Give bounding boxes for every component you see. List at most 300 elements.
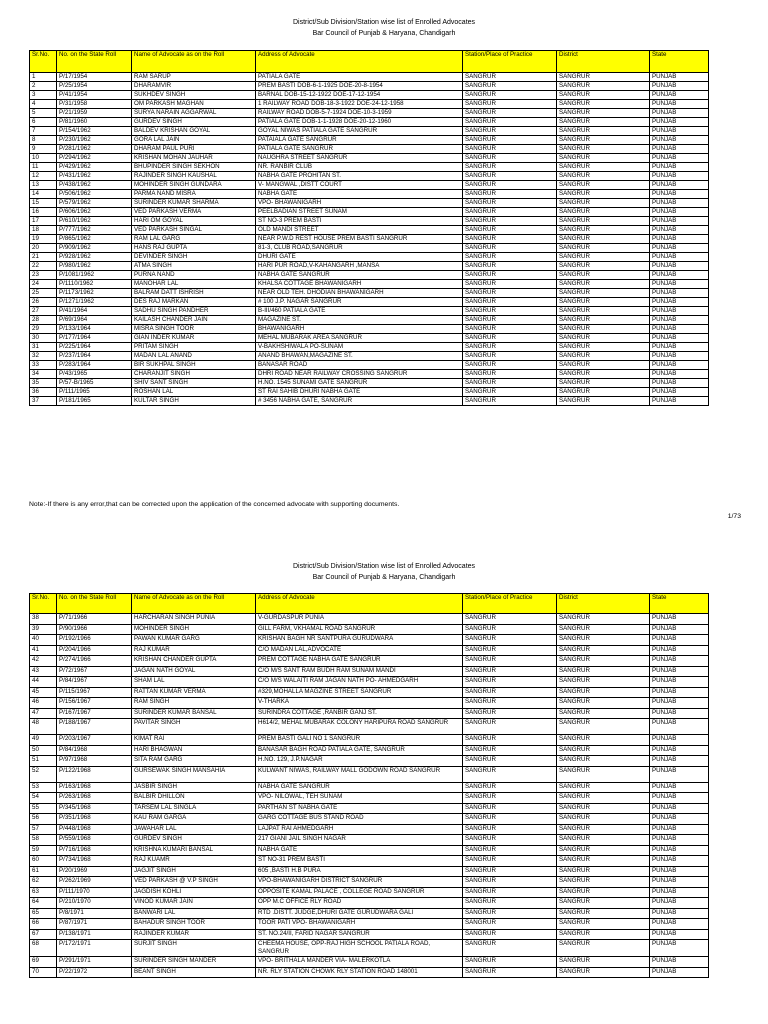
sr-no-cell: 29: [30, 325, 57, 334]
station-cell: SANGRUR: [463, 782, 557, 793]
state-cell: PUNJAB: [650, 845, 709, 856]
state-cell: PUNJAB: [650, 127, 709, 136]
sr-no-cell: 17: [30, 217, 57, 226]
state-cell: PUNJAB: [650, 957, 709, 968]
sr-no-cell: 48: [30, 719, 57, 735]
sr-no-cell: 59: [30, 845, 57, 856]
header-title: District/Sub Division/Station wise list of Enrolled Advocates: [292, 19, 476, 26]
table-row: [30, 666, 709, 677]
station-cell: SANGRUR: [463, 262, 557, 271]
district-cell: SANGRUR: [557, 145, 650, 154]
state-cell: PUNJAB: [650, 967, 709, 978]
district-cell: SANGRUR: [557, 127, 650, 136]
district-cell: SANGRUR: [557, 756, 650, 767]
roll-number-cell: P/156/1967: [57, 698, 132, 709]
address-cell: BANASAR BAGH ROAD PATIALA GATE, SANGRUR: [256, 745, 463, 756]
table-row: [30, 190, 709, 199]
district-cell: SANGRUR: [557, 109, 650, 118]
table-row: [30, 208, 709, 217]
station-cell: SANGRUR: [463, 793, 557, 804]
advocates-table: [29, 593, 709, 978]
advocate-name-cell: BALBIR DHILLON: [132, 793, 256, 804]
roll-number-cell: P/291/1971: [57, 957, 132, 968]
station-cell: SANGRUR: [463, 803, 557, 814]
advocate-name-cell: HARI OM GOYAL: [132, 217, 256, 226]
state-cell: PUNJAB: [650, 614, 709, 625]
address-cell: CHEEMA HOUSE, OPP-RAJ HIGH SCHOOL PATIALA ROAD, SANGRUR: [256, 940, 463, 957]
advocate-name-cell: JAGDISH KOHLI: [132, 887, 256, 898]
table-row: [30, 656, 709, 667]
sr-no-cell: 43: [30, 666, 57, 677]
district-cell: SANGRUR: [557, 199, 650, 208]
station-cell: SANGRUR: [463, 118, 557, 127]
table-row: [30, 127, 709, 136]
sr-no-cell: 58: [30, 835, 57, 846]
address-cell: VPO- BHAWANIGARH: [256, 199, 463, 208]
station-cell: SANGRUR: [463, 635, 557, 646]
district-cell: SANGRUR: [557, 745, 650, 756]
address-cell: GOYAL NIWAS PATIALA GATE SANGRUR: [256, 127, 463, 136]
district-cell: SANGRUR: [557, 887, 650, 898]
state-cell: PUNJAB: [650, 666, 709, 677]
roll-number-cell: P/506/1962: [57, 190, 132, 199]
table-row: [30, 109, 709, 118]
sr-no-cell: 70: [30, 967, 57, 978]
advocate-name-cell: PRITAM SINGH: [132, 343, 256, 352]
roll-number-cell: P/559/1968: [57, 835, 132, 846]
sr-no-cell: 35: [30, 379, 57, 388]
table-row: [30, 262, 709, 271]
advocate-name-cell: DHARAM PAUL PURI: [132, 145, 256, 154]
state-cell: PUNJAB: [650, 677, 709, 688]
table-header-row: [30, 594, 709, 614]
table-row: [30, 370, 709, 379]
roll-number-cell: P/262/1969: [57, 877, 132, 888]
roll-number-cell: P/263/1968: [57, 793, 132, 804]
state-cell: PUNJAB: [650, 835, 709, 846]
state-cell: PUNJAB: [650, 929, 709, 940]
address-cell: B-III/460 PATIALA GATE: [256, 307, 463, 316]
district-cell: SANGRUR: [557, 957, 650, 968]
district-cell: SANGRUR: [557, 967, 650, 978]
advocates-table: [29, 50, 709, 406]
address-cell: MEHAL MUBARAK AREA SANGRUR: [256, 334, 463, 343]
table-row: [30, 100, 709, 109]
address-cell: #329,MOHALLA MAGZINE STREET SANGRUR: [256, 687, 463, 698]
state-cell: PUNJAB: [650, 656, 709, 667]
state-cell: PUNJAB: [650, 109, 709, 118]
state-cell: PUNJAB: [650, 908, 709, 919]
station-cell: SANGRUR: [463, 73, 557, 82]
roll-number-cell: P/237/1964: [57, 352, 132, 361]
station-cell: SANGRUR: [463, 856, 557, 867]
table-row: [30, 719, 709, 735]
table-row: [30, 624, 709, 635]
header-subtitle: Bar Council of Punjab & Haryana, Chandigarh: [312, 30, 456, 37]
address-cell: OPP M.C OFFICE RLY ROAD: [256, 898, 463, 909]
station-cell: SANGRUR: [463, 244, 557, 253]
table-row: [30, 145, 709, 154]
table-row: [30, 687, 709, 698]
station-cell: SANGRUR: [463, 163, 557, 172]
district-cell: SANGRUR: [557, 687, 650, 698]
address-cell: PREM BASTI GALI NO 1 SANGRUR: [256, 735, 463, 746]
sr-no-cell: 68: [30, 940, 57, 957]
sr-no-cell: 64: [30, 898, 57, 909]
advocate-name-cell: PAVITAR SINGH: [132, 719, 256, 735]
address-cell: V-BAKHSHIWALA PO-SUNAM: [256, 343, 463, 352]
advocate-name-cell: SHIV SANT SINGH: [132, 379, 256, 388]
station-cell: SANGRUR: [463, 698, 557, 709]
roll-number-cell: P/20/1969: [57, 866, 132, 877]
roll-number-cell: P/909/1962: [57, 244, 132, 253]
address-cell: GARG COTTAGE BUS STAND ROAD: [256, 814, 463, 825]
sr-no-cell: 50: [30, 745, 57, 756]
table-row: [30, 271, 709, 280]
advocate-name-cell: KRISHNA KUMARI BANSAL: [132, 845, 256, 856]
district-cell: SANGRUR: [557, 677, 650, 688]
table-header-row: [30, 51, 709, 73]
table-body: [30, 73, 709, 406]
table-row: [30, 316, 709, 325]
district-header: District: [557, 51, 650, 73]
roll-number-cell: P/41/1964: [57, 307, 132, 316]
address-cell: MAGAZINE ST.: [256, 316, 463, 325]
district-cell: SANGRUR: [557, 919, 650, 930]
state-cell: PUNJAB: [650, 316, 709, 325]
sr-no-cell: 38: [30, 614, 57, 625]
station-cell: SANGRUR: [463, 957, 557, 968]
table-row: [30, 908, 709, 919]
station-cell: SANGRUR: [463, 919, 557, 930]
sr-no-cell: 21: [30, 253, 57, 262]
state-header: State: [650, 51, 709, 73]
advocate-name-cell: VED PARKASH SINGAL: [132, 226, 256, 235]
address-cell: PATIALA GATE DOB-1-1-1928 DOE-20-12-1960: [256, 118, 463, 127]
advocate-name-cell: HARCHARAN SINGH PUNIA: [132, 614, 256, 625]
table-row: [30, 967, 709, 978]
table-row: [30, 735, 709, 746]
sr-no-cell: 32: [30, 352, 57, 361]
station-cell: SANGRUR: [463, 190, 557, 199]
address-cell: NABHA GATE PROHITAN ST.: [256, 172, 463, 181]
station-cell: SANGRUR: [463, 154, 557, 163]
station-cell: SANGRUR: [463, 835, 557, 846]
district-cell: SANGRUR: [557, 635, 650, 646]
table-row: [30, 793, 709, 804]
table-row: [30, 307, 709, 316]
table-row: [30, 856, 709, 867]
sr-no-cell: 24: [30, 280, 57, 289]
district-cell: SANGRUR: [557, 379, 650, 388]
address-cell: VPO- NILOWAL, TEH SUNAM: [256, 793, 463, 804]
state-cell: PUNJAB: [650, 361, 709, 370]
roll-number-cell: P/281/1962: [57, 145, 132, 154]
address-cell: H614/2, MEHAL MUBARAK COLONY HARIPURA ROAD SANGRUR: [256, 719, 463, 735]
sr-no-cell: 66: [30, 919, 57, 930]
roll-number-cell: P/610/1962: [57, 217, 132, 226]
state-cell: PUNJAB: [650, 208, 709, 217]
sr-no-cell: 69: [30, 957, 57, 968]
address-cell: ST. NO.24/II, FARID NAGAR SANGRUR: [256, 929, 463, 940]
address-cell: BHAWANIGARH: [256, 325, 463, 334]
address-cell: DHURI GATE: [256, 253, 463, 262]
district-cell: SANGRUR: [557, 154, 650, 163]
sr-no-cell: 3: [30, 91, 57, 100]
state-cell: PUNJAB: [650, 289, 709, 298]
station-cell: SANGRUR: [463, 877, 557, 888]
advocate-name-cell: HARI BHAGWAN: [132, 745, 256, 756]
state-cell: PUNJAB: [650, 82, 709, 91]
sr-no-cell: 7: [30, 127, 57, 136]
district-cell: SANGRUR: [557, 181, 650, 190]
address-cell: BANASAR ROAD: [256, 361, 463, 370]
sr-no-cell: 15: [30, 199, 57, 208]
state-cell: PUNJAB: [650, 343, 709, 352]
table-row: [30, 136, 709, 145]
station-cell: SANGRUR: [463, 316, 557, 325]
address-cell: # 100 J.P. NAGAR SANGRUR: [256, 298, 463, 307]
advocate-name-cell: JAGJIT SINGH: [132, 866, 256, 877]
roll-number-header: No. on the State Roll: [57, 51, 132, 73]
district-cell: SANGRUR: [557, 845, 650, 856]
address-cell: ST NO-31 PREM BASTI: [256, 856, 463, 867]
address-cell: PATIALA GATE SANGRUR: [256, 145, 463, 154]
district-cell: SANGRUR: [557, 253, 650, 262]
state-cell: PUNJAB: [650, 745, 709, 756]
roll-number-cell: P/203/1967: [57, 735, 132, 746]
state-cell: PUNJAB: [650, 199, 709, 208]
state-cell: PUNJAB: [650, 756, 709, 767]
advocate-name-cell: BANWARI LAL: [132, 908, 256, 919]
district-cell: SANGRUR: [557, 388, 650, 397]
sr-no-cell: 8: [30, 136, 57, 145]
district-cell: SANGRUR: [557, 271, 650, 280]
roll-number-cell: P/71/1966: [57, 614, 132, 625]
district-cell: SANGRUR: [557, 624, 650, 635]
advocate-name-cell: GIAN INDER KUMAR: [132, 334, 256, 343]
district-cell: SANGRUR: [557, 298, 650, 307]
roll-number-cell: P/192/1966: [57, 635, 132, 646]
district-cell: SANGRUR: [557, 325, 650, 334]
sr-no-cell: 51: [30, 756, 57, 767]
table-row: [30, 677, 709, 688]
state-cell: PUNJAB: [650, 735, 709, 746]
roll-number-cell: P/448/1968: [57, 824, 132, 835]
sr-no-cell: 31: [30, 343, 57, 352]
advocate-name-cell: MISRA SINGH TOOR: [132, 325, 256, 334]
sr-no-cell: 57: [30, 824, 57, 835]
roll-number-cell: P/81/1960: [57, 118, 132, 127]
table-row: [30, 280, 709, 289]
advocate-name-cell: KIMAT RAI: [132, 735, 256, 746]
sr-no-cell: 41: [30, 645, 57, 656]
address-cell: NABHA GATE SANGRUR: [256, 271, 463, 280]
state-cell: PUNJAB: [650, 645, 709, 656]
district-cell: SANGRUR: [557, 898, 650, 909]
sr-no-cell: 37: [30, 397, 57, 406]
advocate-name-cell: RAM SINGH: [132, 698, 256, 709]
advocate-name-cell: KRISHAN CHANDER GUPTA: [132, 656, 256, 667]
roll-number-cell: P/97/1968: [57, 756, 132, 767]
state-cell: PUNJAB: [650, 687, 709, 698]
roll-number-cell: P/431/1962: [57, 172, 132, 181]
district-cell: SANGRUR: [557, 226, 650, 235]
state-cell: PUNJAB: [650, 271, 709, 280]
table-row: [30, 289, 709, 298]
address-cell: PATAIALA GATE SANGRUR: [256, 136, 463, 145]
sr-no-cell: 40: [30, 635, 57, 646]
roll-number-header: No. on the State Roll: [57, 594, 132, 614]
address-cell: KRISHAN BAGH NR SANTPURA GURUDWARA: [256, 635, 463, 646]
advocate-name-cell: VED PARKASH VERMA: [132, 208, 256, 217]
station-cell: SANGRUR: [463, 967, 557, 978]
district-cell: SANGRUR: [557, 136, 650, 145]
state-cell: PUNJAB: [650, 190, 709, 199]
state-cell: PUNJAB: [650, 91, 709, 100]
address-cell: RTD .DISTT. JUDGE,DHURI GATE GURUDWARA GALI: [256, 908, 463, 919]
sr-no-cell: 13: [30, 181, 57, 190]
state-cell: PUNJAB: [650, 719, 709, 735]
district-cell: SANGRUR: [557, 835, 650, 846]
table-row: [30, 334, 709, 343]
sr-no-cell: 23: [30, 271, 57, 280]
address-cell: V- MANGWAL ,DISTT COURT: [256, 181, 463, 190]
address-cell: RAILWAY ROAD DOB-5-7-1924 DOE-10-3-1959: [256, 109, 463, 118]
advocate-name-cell: SURINDER SINGH MANDER: [132, 957, 256, 968]
state-cell: PUNJAB: [650, 217, 709, 226]
table-row: [30, 803, 709, 814]
state-cell: PUNJAB: [650, 887, 709, 898]
advocate-name-cell: RAM LAL GARG: [132, 235, 256, 244]
roll-number-cell: P/734/1968: [57, 856, 132, 867]
state-cell: PUNJAB: [650, 698, 709, 709]
roll-number-cell: P/777/1962: [57, 226, 132, 235]
advocate-name-cell: SADHU SINGH PANDHER: [132, 307, 256, 316]
sr-no-cell: 47: [30, 708, 57, 719]
advocate-name-cell: MOHINDER SINGH: [132, 624, 256, 635]
state-cell: PUNJAB: [650, 136, 709, 145]
state-cell: PUNJAB: [650, 856, 709, 867]
address-cell: SURINDRA COTTAGE ,RANBIR GANJ ST.: [256, 708, 463, 719]
state-header: State: [650, 594, 709, 614]
sr-no-cell: 11: [30, 163, 57, 172]
address-cell: NR. RANBIR CLUB: [256, 163, 463, 172]
advocate-name-cell: SURINDER KUMAR BANSAL: [132, 708, 256, 719]
sr-no-cell: 44: [30, 677, 57, 688]
advocate-name-cell: KAU RAM GARGA: [132, 814, 256, 825]
advocate-name-cell: JAGAN NATH GOYAL: [132, 666, 256, 677]
roll-number-cell: P/1173/1962: [57, 289, 132, 298]
sr-no-cell: 45: [30, 687, 57, 698]
advocate-name-cell: MANOHAR LAL: [132, 280, 256, 289]
table-row: [30, 866, 709, 877]
district-cell: SANGRUR: [557, 929, 650, 940]
address-cell: PARTHAN ST NABHA GATE: [256, 803, 463, 814]
sr-no-cell: 65: [30, 908, 57, 919]
table-row: [30, 824, 709, 835]
page-header: [0, 17, 768, 39]
table-row: [30, 877, 709, 888]
station-cell: SANGRUR: [463, 82, 557, 91]
roll-number-cell: P/928/1962: [57, 253, 132, 262]
table-row: [30, 73, 709, 82]
address-cell: V-GURDASPUR PUNIA: [256, 614, 463, 625]
table-row: [30, 217, 709, 226]
advocate-name-cell: BHUPINDER SINGH SEKHON: [132, 163, 256, 172]
station-cell: SANGRUR: [463, 208, 557, 217]
sr-no-cell: 52: [30, 766, 57, 782]
state-cell: PUNJAB: [650, 163, 709, 172]
district-cell: SANGRUR: [557, 614, 650, 625]
district-cell: SANGRUR: [557, 782, 650, 793]
roll-number-cell: P/41/1954: [57, 91, 132, 100]
table-row: [30, 782, 709, 793]
district-cell: SANGRUR: [557, 172, 650, 181]
district-cell: SANGRUR: [557, 262, 650, 271]
table-row: [30, 698, 709, 709]
state-cell: PUNJAB: [650, 154, 709, 163]
district-cell: SANGRUR: [557, 244, 650, 253]
sr-no-cell: 30: [30, 334, 57, 343]
station-cell: SANGRUR: [463, 887, 557, 898]
sr-no-cell: 4: [30, 100, 57, 109]
station-cell: SANGRUR: [463, 109, 557, 118]
advocate-name-cell: SURYA NARAIN AGGARWAL: [132, 109, 256, 118]
sr-no-header: Sr.No.: [30, 594, 57, 614]
address-cell: KHALSA COTTAGE BHAWANIGARH: [256, 280, 463, 289]
advocate-name-cell: MOHINDER SINGH GUNDARA: [132, 181, 256, 190]
sr-no-cell: 49: [30, 735, 57, 746]
state-cell: PUNJAB: [650, 298, 709, 307]
state-cell: PUNJAB: [650, 334, 709, 343]
roll-number-cell: P/163/1968: [57, 782, 132, 793]
district-cell: SANGRUR: [557, 316, 650, 325]
state-cell: PUNJAB: [650, 388, 709, 397]
table-row: [30, 887, 709, 898]
address-cell: VPO- BRITHALA MANDER VIA- MALERKOTLA: [256, 957, 463, 968]
district-cell: SANGRUR: [557, 719, 650, 735]
roll-number-cell: P/351/1968: [57, 814, 132, 825]
roll-number-cell: P/133/1964: [57, 325, 132, 334]
sr-no-cell: 26: [30, 298, 57, 307]
roll-number-cell: P/294/1962: [57, 154, 132, 163]
advocate-name-header: Name of Advocate as on the Roll: [132, 594, 256, 614]
state-cell: PUNJAB: [650, 624, 709, 635]
roll-number-cell: P/181/1965: [57, 397, 132, 406]
station-cell: SANGRUR: [463, 127, 557, 136]
advocate-name-cell: RAJINDER SINGH KAUSHAL: [132, 172, 256, 181]
station-cell: SANGRUR: [463, 708, 557, 719]
table-row: [30, 745, 709, 756]
table-row: [30, 756, 709, 767]
roll-number-cell: P/1110/1962: [57, 280, 132, 289]
state-cell: PUNJAB: [650, 325, 709, 334]
table-row: [30, 919, 709, 930]
advocate-name-cell: KAILASH CHANDER JAIN: [132, 316, 256, 325]
district-cell: SANGRUR: [557, 82, 650, 91]
advocate-name-cell: PARMA NAND MISRA: [132, 190, 256, 199]
state-cell: PUNJAB: [650, 307, 709, 316]
sr-no-cell: 55: [30, 803, 57, 814]
district-cell: SANGRUR: [557, 856, 650, 867]
advocate-name-cell: GORA LAL JAIN: [132, 136, 256, 145]
table-row: [30, 298, 709, 307]
table-row: [30, 845, 709, 856]
table-row: [30, 929, 709, 940]
district-cell: SANGRUR: [557, 645, 650, 656]
address-cell: 81-3, CLUB ROAD,SANGRUR: [256, 244, 463, 253]
